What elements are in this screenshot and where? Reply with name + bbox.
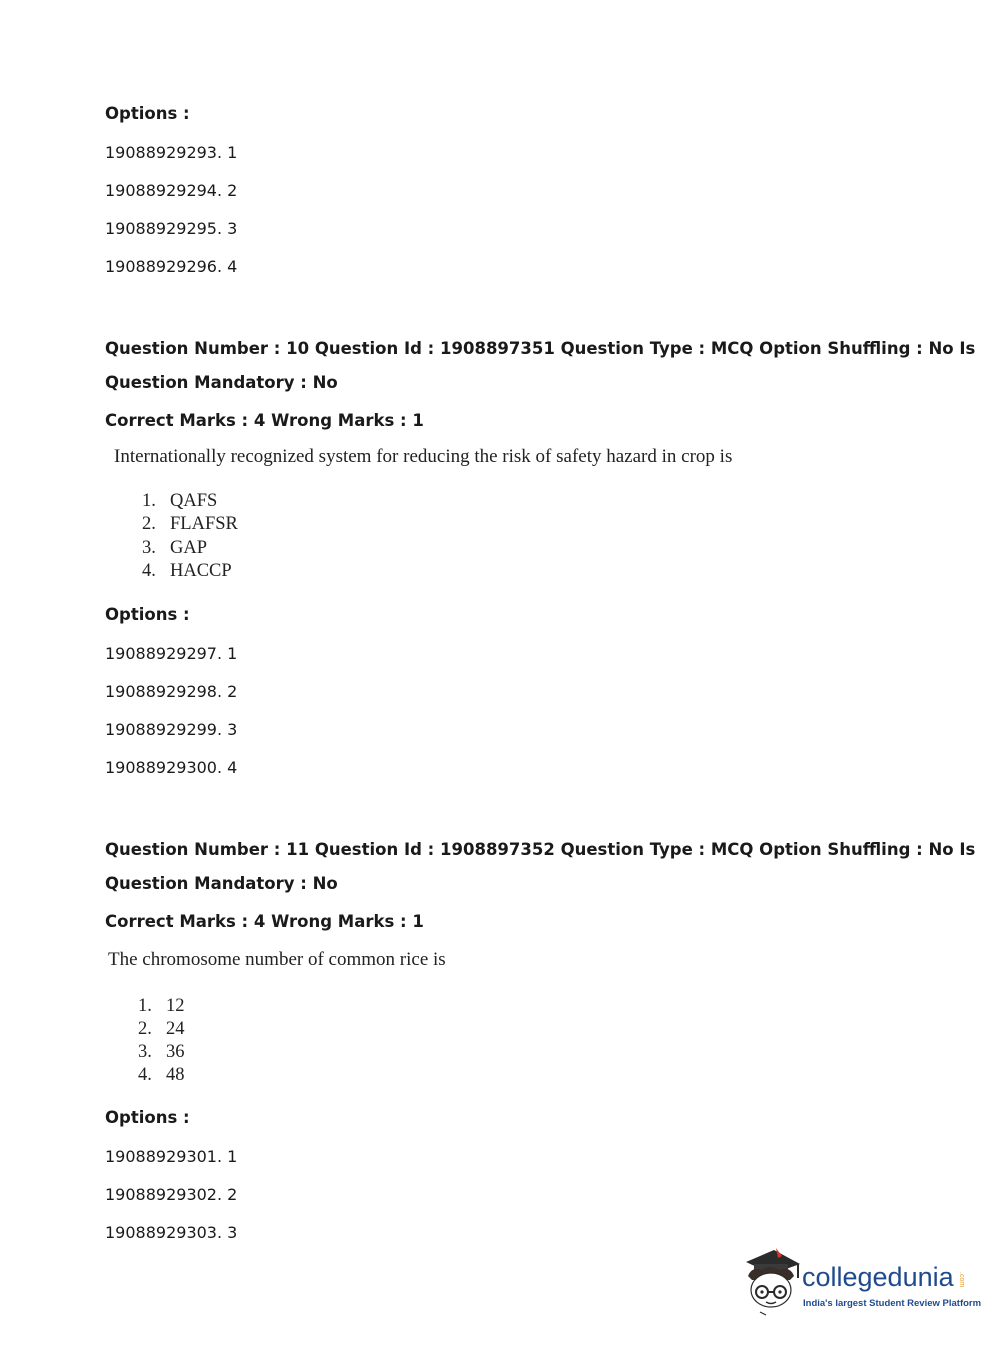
question-marks: Correct Marks : 4 Wrong Marks : 1 bbox=[105, 411, 424, 430]
options-label: Options : bbox=[105, 605, 190, 624]
question-header: Question Number : 10 Question Id : 1908897351 Question Type : MCQ Option Shuffling : No Is bbox=[105, 339, 976, 358]
choice-item: 2. FLAFSR bbox=[142, 514, 238, 534]
option-item: 19088929297. 1 bbox=[105, 644, 238, 663]
choice-item: 3. GAP bbox=[142, 538, 208, 558]
option-item: 19088929302. 2 bbox=[105, 1185, 238, 1204]
choice-item: 4. HACCP bbox=[142, 561, 232, 581]
logo-tagline: India's largest Student Review Platform bbox=[803, 1298, 982, 1309]
option-item: 19088929293. 1 bbox=[105, 143, 238, 162]
option-item: 19088929303. 3 bbox=[105, 1223, 238, 1242]
logo-domain-suffix: .com bbox=[958, 1272, 965, 1288]
question-text: Internationally recognized system for reducing the risk of safety hazard in crop is bbox=[114, 446, 733, 467]
question-marks: Correct Marks : 4 Wrong Marks : 1 bbox=[105, 912, 424, 931]
choice-item: 1. 12 bbox=[138, 996, 185, 1016]
question-header: Question Number : 11 Question Id : 1908897352 Question Type : MCQ Option Shuffling : No Is bbox=[105, 840, 976, 859]
option-item: 19088929294. 2 bbox=[105, 181, 238, 200]
logo-name: collegedunia bbox=[802, 1262, 954, 1292]
option-item: 19088929300. 4 bbox=[105, 758, 238, 777]
options-label: Options : bbox=[105, 1108, 190, 1127]
options-label: Options : bbox=[105, 104, 190, 123]
option-item: 19088929301. 1 bbox=[105, 1147, 238, 1166]
option-item: 19088929298. 2 bbox=[105, 682, 238, 701]
question-mandatory: Question Mandatory : No bbox=[105, 874, 338, 893]
option-item: 19088929296. 4 bbox=[105, 257, 238, 276]
choice-item: 1. QAFS bbox=[142, 491, 218, 511]
choice-item: 4. 48 bbox=[138, 1065, 185, 1085]
option-item: 19088929295. 3 bbox=[105, 219, 238, 238]
student-mascot-icon bbox=[740, 1246, 802, 1316]
question-mandatory: Question Mandatory : No bbox=[105, 373, 338, 392]
option-item: 19088929299. 3 bbox=[105, 720, 238, 739]
choice-item: 2. 24 bbox=[138, 1019, 185, 1039]
question-text: The chromosome number of common rice is bbox=[108, 949, 446, 970]
collegedunia-logo bbox=[740, 1246, 982, 1316]
choice-item: 3. 36 bbox=[138, 1042, 185, 1062]
